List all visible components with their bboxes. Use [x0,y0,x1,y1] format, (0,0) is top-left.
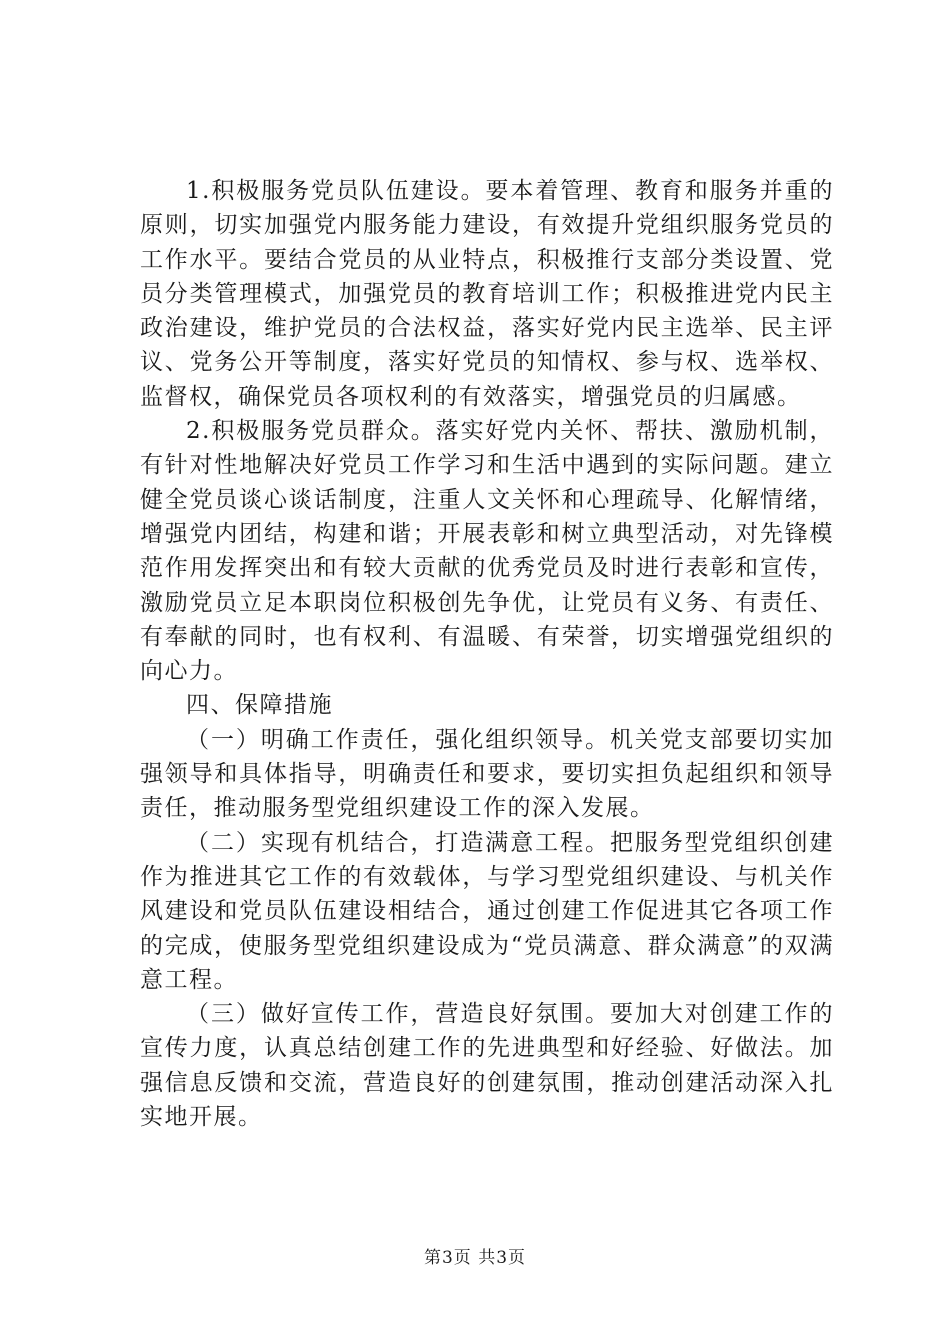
section-heading-safeguards: 四、保障措施 [186,692,333,719]
paragraph-publicity-work: （三）做好宣传工作，营造良好氛围。要加大对创建工作的宣传力度，认真总结创建工作的先进典型和好经验、好做法。加强信息反馈和交流，营造良好的创建氛围，推动创建活动深入扎实地开展。 [140,1001,834,1131]
document-body [140,174,834,1134]
paragraph-work-responsibility: （一）明确工作责任，强化组织领导。机关党支部要切实加强领导和具体指导，明确责任和要求，要切实担负起组织和领导责任，推动服务型党组织建设工作的深入发展。 [140,726,834,822]
paragraph-serve-party-masses: 2.积极服务党员群众。落实好党内关怀、帮扶、激励机制，有针对性地解决好党员工作学习和生活中遇到的实际问题。建立健全党员谈心谈话制度，注重人文关怀和心理疏导、化解情绪，增强党内团结，构建和谐；开展表彰和树立典型活动，对先锋模范作用发挥突出和有较大贡献的优秀党员及时进行表彰和宣传，激励党员立足本职岗位积极创先争优，让党员有义务、有责任、有奉献的同时，也有权利、有温暖、有荣誉，切实增强党组织的向心力。 [140,418,834,685]
paragraph-organic-combination: （二）实现有机结合，打造满意工程。把服务型党组织创建作为推进其它工作的有效载体，与学习型党组织建设、与机关作风建设和党员队伍建设相结合，通过创建工作促进其它各项工作的完成，使服务型党组织建设成为“党员满意、群众满意”的双满意工程。 [140,829,834,993]
paragraph-party-member-team: 1.积极服务党员队伍建设。要本着管理、教育和服务并重的原则，切实加强党内服务能力建设，有效提升党组织服务党员的工作水平。要结合党员的从业特点，积极推行支部分类设置、党员分类管理模式，加强党员的教育培训工作；积极推进党内民主政治建设，维护党员的合法权益，落实好党内民主选举、民主评议、党务公开等制度，落实好党员的知情权、参与权、选举权、监督权，确保党员各项权利的有效落实，增强党员的归属感。 [140,178,834,410]
page-number-footer: 第3页 共3页 [423,1248,527,1268]
